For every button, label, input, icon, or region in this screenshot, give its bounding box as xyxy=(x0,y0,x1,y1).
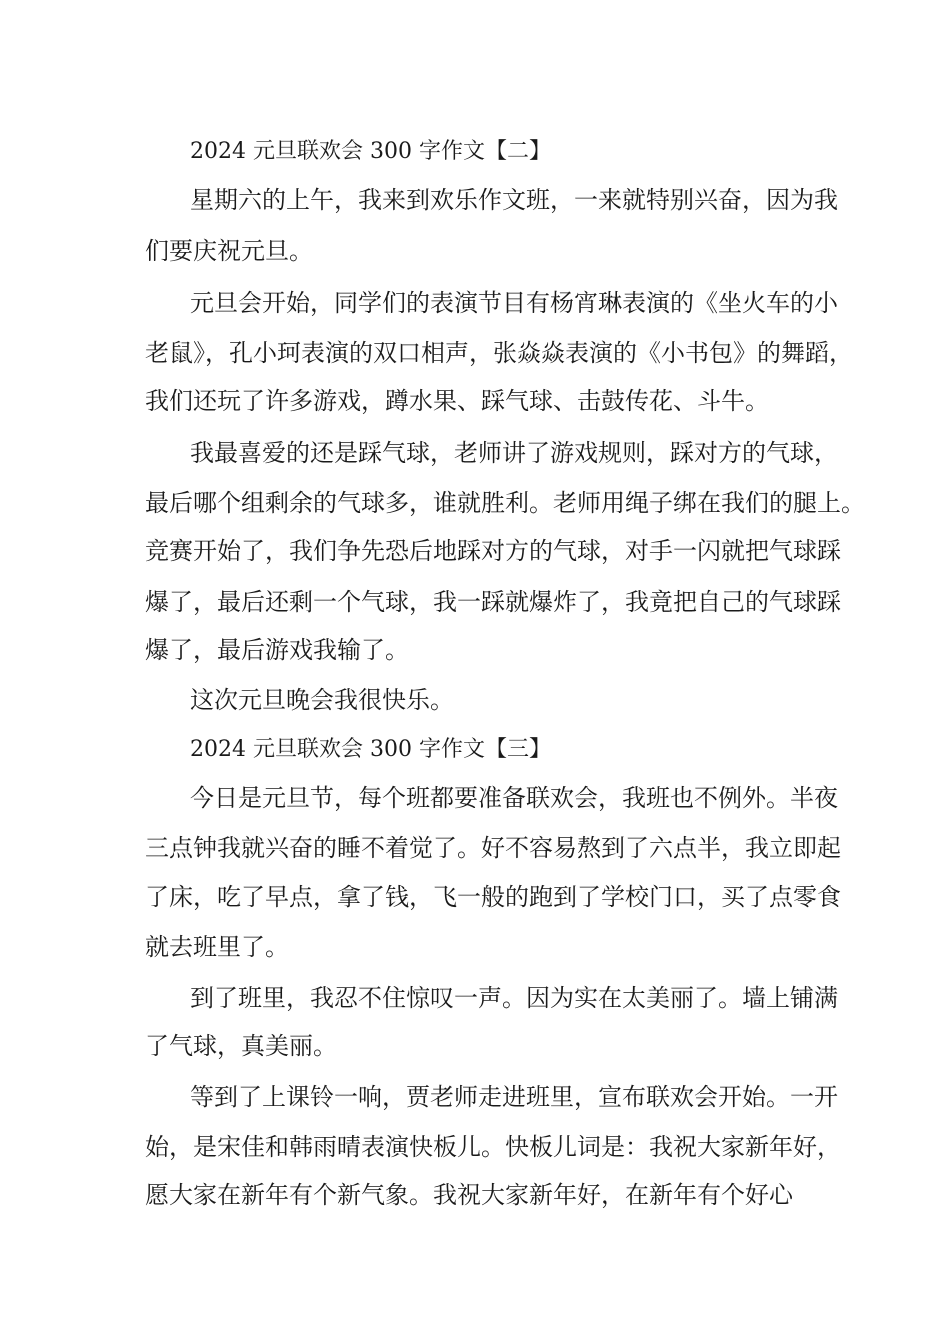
paragraph-line: 就去班里了。 xyxy=(145,933,289,961)
essay-heading-3: 2024 元旦联欢会 300 字作文【三】 xyxy=(190,737,551,762)
paragraph-line: 了气球，真美丽。 xyxy=(145,1032,337,1060)
paragraph-line: 到了班里，我忍不住惊叹一声。因为实在太美丽了。墙上铺满 xyxy=(190,984,838,1012)
paragraph-line: 爆了，最后游戏我输了。 xyxy=(145,636,409,664)
paragraph-line: 元旦会开始，同学们的表演节目有杨宵琳表演的《坐火车的小 xyxy=(190,289,838,317)
paragraph-line: 我最喜爱的还是踩气球，老师讲了游戏规则，踩对方的气球， xyxy=(190,439,838,467)
paragraph-line: 竞赛开始了，我们争先恐后地踩对方的气球，对手一闪就把气球踩 xyxy=(145,537,841,565)
paragraph-line: 今日是元旦节，每个班都要准备联欢会，我班也不例外。半夜 xyxy=(190,784,838,812)
paragraph-line: 三点钟我就兴奋的睡不着觉了。好不容易熬到了六点半，我立即起 xyxy=(145,834,841,862)
paragraph-line: 愿大家在新年有个新气象。我祝大家新年好，在新年有个好心 xyxy=(145,1181,793,1209)
paragraph-line: 我们还玩了许多游戏，蹲水果、踩气球、击鼓传花、斗牛。 xyxy=(145,387,769,415)
paragraph-line: 最后哪个组剩余的气球多，谁就胜利。老师用绳子绑在我们的腿上。 xyxy=(145,489,865,517)
essay-heading-2: 2024 元旦联欢会 300 字作文【二】 xyxy=(190,139,551,164)
paragraph-line: 们要庆祝元旦。 xyxy=(145,237,313,265)
paragraph-line: 星期六的上午，我来到欢乐作文班，一来就特别兴奋，因为我 xyxy=(190,186,838,214)
paragraph-line: 了床，吃了早点，拿了钱，飞一般的跑到了学校门口，买了点零食 xyxy=(145,883,841,911)
paragraph-line: 这次元旦晚会我很快乐。 xyxy=(190,686,454,714)
paragraph-line: 等到了上课铃一响，贾老师走进班里，宣布联欢会开始。一开 xyxy=(190,1083,838,1111)
paragraph-line: 老鼠》，孔小珂表演的双口相声，张焱焱表演的《小书包》的舞蹈， xyxy=(145,339,853,367)
paragraph-line: 爆了，最后还剩一个气球，我一踩就爆炸了，我竟把自己的气球踩 xyxy=(145,588,841,616)
paragraph-line: 始，是宋佳和韩雨晴表演快板儿。快板儿词是：我祝大家新年好， xyxy=(145,1133,841,1161)
